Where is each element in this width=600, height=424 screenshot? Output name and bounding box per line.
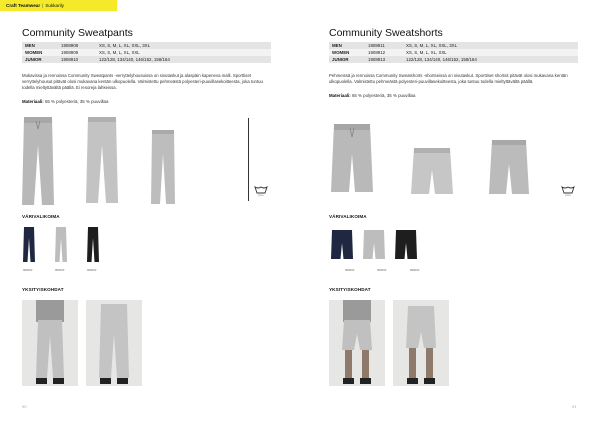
size-row-men (329, 42, 578, 49)
product-title: Community Sweatshorts (329, 27, 443, 39)
product-title: Community Sweatpants (22, 27, 133, 39)
size-label: MEN (329, 42, 365, 49)
size-row-men (22, 42, 271, 49)
care-symbol (561, 185, 575, 199)
size-list: 122/128, 134/140, 146/152, 158/164 (96, 56, 271, 63)
swatch-code: 950000 (55, 268, 65, 272)
brand-name: Craft Teamwear (6, 3, 41, 8)
swatch-code: 950000 (377, 268, 387, 272)
product-code: 1908911 (365, 42, 403, 49)
material-info (329, 93, 415, 98)
size-row-women (329, 49, 578, 56)
wash-care-icon (254, 185, 268, 194)
swatch-code: 999000 (87, 268, 97, 272)
shorts-front-image (330, 122, 374, 196)
swatch-black (394, 229, 418, 261)
shorts-junior-image (488, 138, 530, 198)
tag-separator: | (42, 3, 44, 8)
care-label: pesu (565, 194, 571, 197)
swatch-grey (54, 226, 68, 263)
swatch-navy (22, 226, 36, 263)
material-info (22, 99, 108, 104)
detail-photo-front (22, 300, 78, 386)
divider-line (248, 118, 249, 201)
size-label: MEN (22, 42, 58, 49)
size-label: JUNIOR (329, 56, 365, 63)
size-row-junior (22, 56, 271, 63)
size-table (329, 42, 578, 63)
product-code: 1908910 (58, 56, 96, 63)
shorts-women-image (410, 146, 454, 198)
care-label: pesu (258, 194, 264, 197)
details-heading: YKSITYISKOHDAT (329, 287, 371, 292)
size-label: JUNIOR (22, 56, 58, 63)
material-label: Materiaali: (329, 93, 351, 98)
colors-heading: VÄRIVALIKOIMA (329, 214, 367, 219)
details-heading: YKSITYISKOHDAT (22, 287, 64, 292)
product-code: 1908912 (365, 49, 403, 56)
pants-front-image (18, 115, 58, 210)
size-list: XS, S, M, L, XL, XXL, 3XL (403, 42, 578, 49)
size-list: 122/128, 134/140, 146/152, 158/164 (403, 56, 578, 63)
wash-care-icon (561, 185, 575, 194)
detail-photo-front (329, 300, 385, 386)
size-row-women (22, 49, 271, 56)
product-description: Pehmeissä ja rennoissa Community Sweatshorts -shortseissa on sivutaskut. Sporttiset shortsit pitävät olosi mukavana kentän ulkopuolella. Valmistettu pehmeästä polyesteri-puuvillasekoitteesta, joka tuntuu todella mieltyttävältä päällä. (329, 73, 568, 84)
page-number: 91 (572, 404, 577, 409)
model-front-image (329, 300, 385, 386)
material-value: 65 % polyesteriä, 35 % puuvillaa (44, 99, 109, 104)
right-page-sweatshorts (300, 0, 600, 424)
pants-back-image (83, 115, 121, 208)
size-label: WOMEN (22, 49, 58, 56)
model-back-image (86, 300, 142, 386)
swatch-navy (330, 229, 354, 261)
swatch-code: 990000 (345, 268, 355, 272)
product-description: Mukavissa ja rennoissa Community Sweatpants -verryttelyhousuissa on sivutaskut ja alaspäin kapeneva malli. Sporttiset verryttelyhousut pitävät olosi mukavana kentän ulkopuolella. Valmistettu pehmeästä polyesteri-puuvillasekoitteesta, joka tuntuu todella mieltyttävältä päällä. Ei resoreja lahkeissa. (22, 73, 263, 90)
product-code: 1908913 (365, 56, 403, 63)
detail-photo-back (86, 300, 142, 386)
size-list: XS, S, M, L, XL, XXL (96, 49, 271, 56)
care-symbol (254, 185, 268, 199)
size-table (22, 42, 271, 63)
size-label: WOMEN (329, 49, 365, 56)
page-number: 90 (22, 404, 27, 409)
swatch-grey (362, 229, 386, 261)
product-code: 1908908 (58, 42, 96, 49)
product-code: 1908909 (58, 49, 96, 56)
colors-heading: VÄRIVALIKOIMA (22, 214, 60, 219)
detail-photo-back (393, 300, 449, 386)
model-front-image (22, 300, 78, 386)
material-value: 65 % polyesteriä, 35 % puuvillaa (351, 93, 416, 98)
swatch-code: 999000 (410, 268, 420, 272)
material-label: Materiaali: (22, 99, 44, 104)
pants-junior-image (148, 128, 178, 208)
swatch-code: 990000 (23, 268, 33, 272)
swatch-black (86, 226, 100, 263)
section-name: Sukkarily (45, 3, 64, 8)
model-back-image (393, 300, 449, 386)
size-list: XS, S, M, L, XL, XXL, 3XL (96, 42, 271, 49)
size-row-junior (329, 56, 578, 63)
size-list: XS, S, M, L, XL, XXL (403, 49, 578, 56)
